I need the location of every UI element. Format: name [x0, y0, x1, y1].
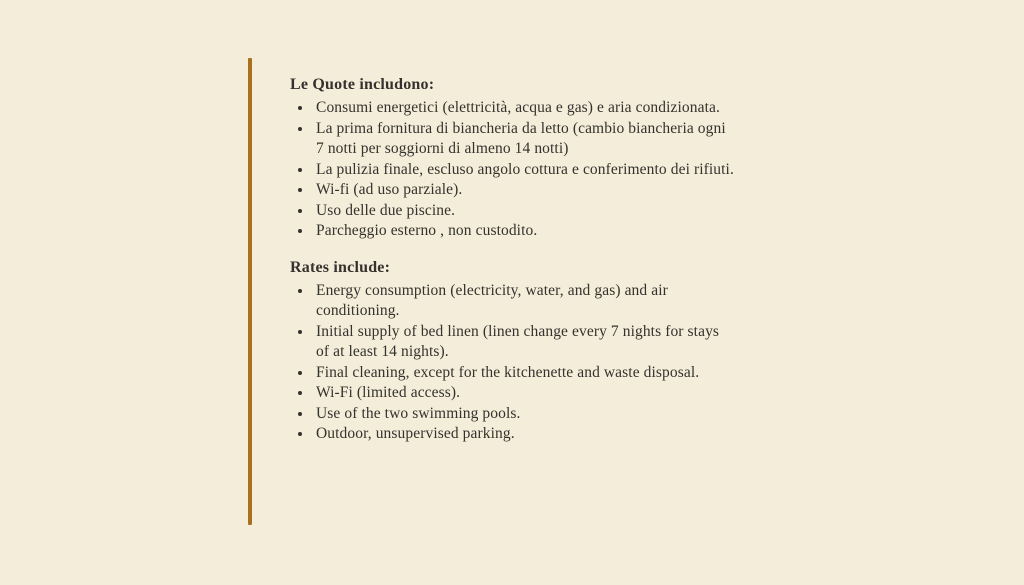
document-content: [290, 74, 735, 445]
section-english-rates: [290, 257, 735, 445]
list-item: • La pulizia finale, escluso angolo cottura e conferimento dei rifiuti.: [313, 160, 735, 181]
list-item: • Uso delle due piscine.: [313, 201, 735, 222]
list-item: • Use of the two swimming pools.: [313, 404, 735, 425]
section-heading-italian: Le Quote includono:: [290, 76, 435, 93]
list-item: • Wi-Fi (limited access).: [313, 383, 735, 404]
accent-bar: [248, 58, 252, 525]
list-item: • Wi-fi (ad uso parziale).: [313, 180, 735, 201]
bullet-list-italian: [290, 98, 735, 242]
list-item: • Initial supply of bed linen (linen change every 7 nights for stays of at least 14 nights).: [313, 322, 735, 363]
section-heading-english: Rates include:: [290, 258, 391, 276]
list-item: • La prima fornitura di biancheria da letto (cambio biancheria ogni 7 notti per soggiorni di almeno 14 notti): [313, 119, 735, 160]
section-italian-quote: [290, 74, 735, 242]
list-item: • Parcheggio esterno , non custodito.: [313, 221, 735, 242]
list-item: • Energy consumption (electricity, water, and gas) and air conditioning.: [313, 281, 735, 322]
list-item: • Consumi energetici (elettricità, acqua e gas) e aria condizionata.: [313, 98, 735, 119]
list-item: • Outdoor, unsupervised parking.: [313, 424, 735, 445]
list-item: • Final cleaning, except for the kitchenette and waste disposal.: [313, 363, 735, 384]
bullet-list-english: [290, 281, 735, 445]
